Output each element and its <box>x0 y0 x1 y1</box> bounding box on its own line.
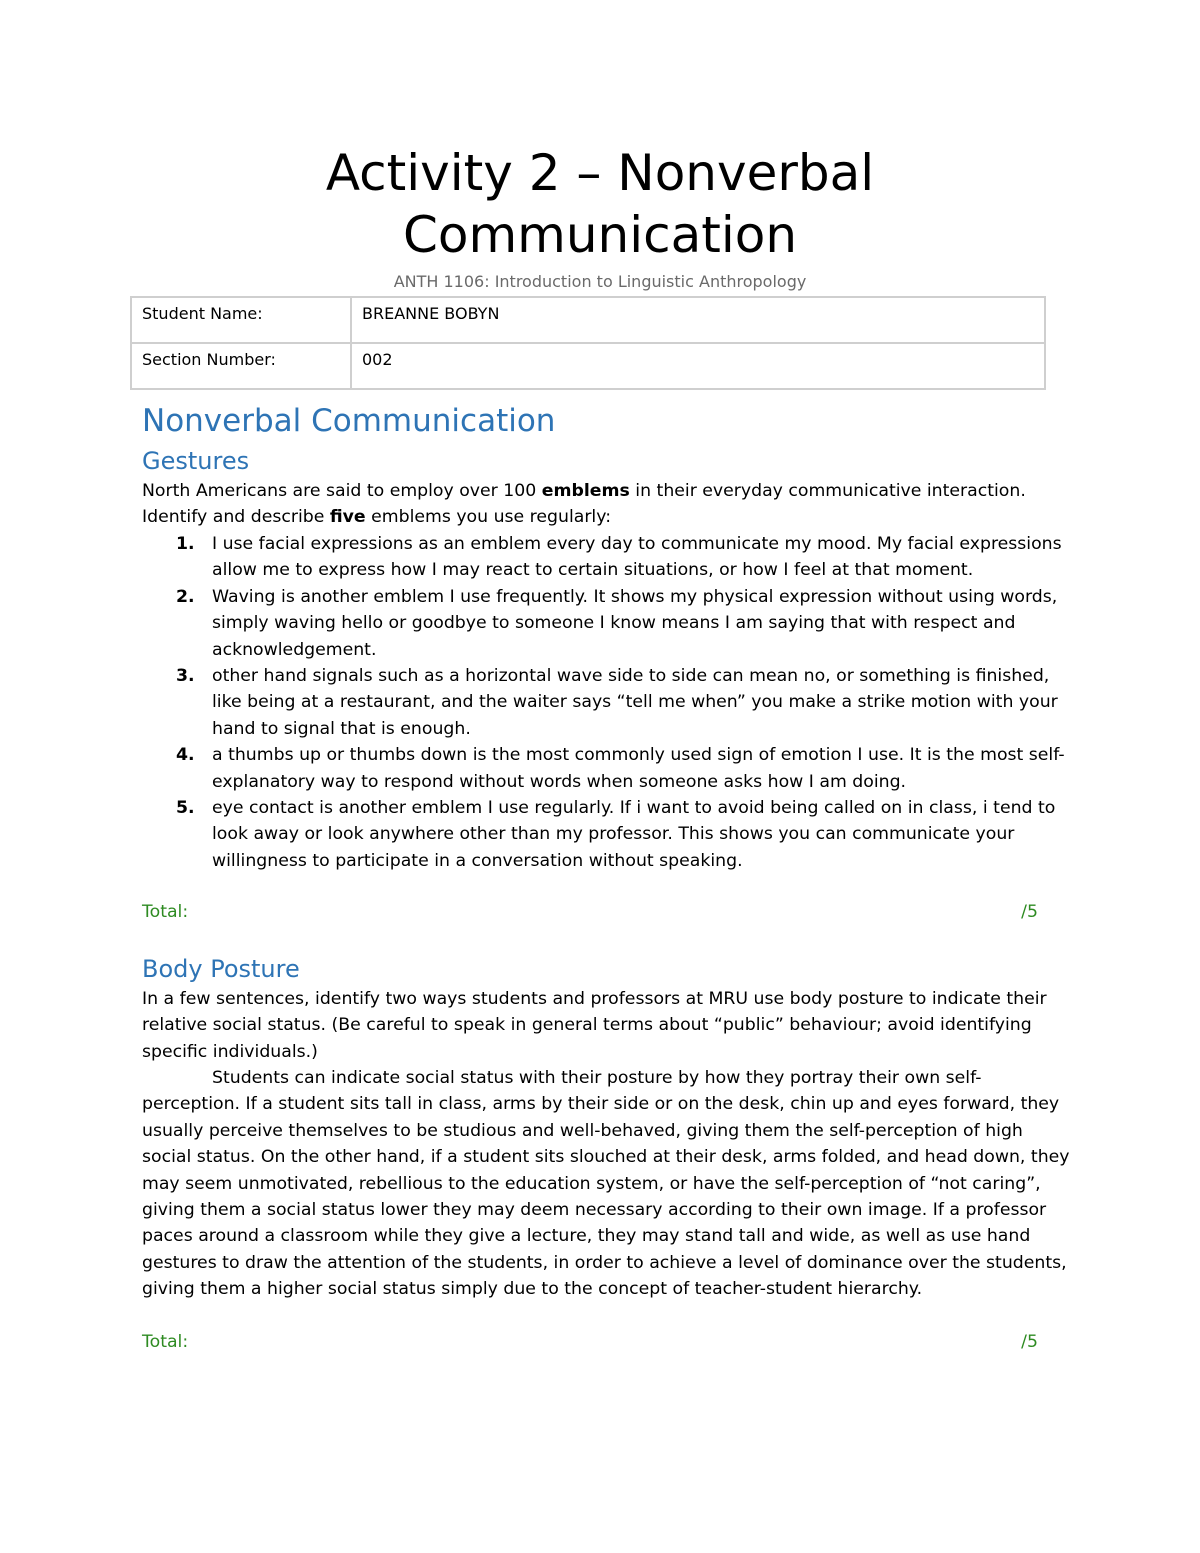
student-info-table <box>130 296 1046 390</box>
list-item-text: other hand signals such as a horizontal wave side to side can mean no, or something is finished, like being at a restaurant, and the waiter says “tell me when” you make a strike motion with your hand to signal that is enough. <box>212 666 1058 739</box>
total-label: Total: <box>142 902 189 922</box>
prompt-text: emblems you use regularly: <box>365 507 612 528</box>
list-item <box>142 663 1072 742</box>
list-item <box>142 742 1072 795</box>
section-number-value: 002 <box>351 343 1045 389</box>
prompt-emphasis-emblems: emblems <box>541 481 630 501</box>
total-score: /5 <box>1021 902 1038 922</box>
prompt-text: in their everyday communicative interaction. Identify and describe <box>142 481 1026 528</box>
list-number: 2. <box>176 586 195 607</box>
title-line-2: Communication <box>402 206 798 264</box>
body-posture-answer: Students can indicate social status with their posture by how they portray their own self-perception. If a student sits tall in class, arms by their side or on the desk, chin up and eyes forward, they usually perceive themselves to be studious and well-behaved, giving them the self-perception of high social status. On the other hand, if a student sits slouched at their desk, arms folded, and head down, they may seem unmotivated, rebellious to the education system, or have the self-perception of “not caring”, giving them a social status lower they may deem necessary according to their own image. If a professor paces around a classroom while they give a lecture, they may stand tall and wide, as well as use hand gestures to draw the attention of the students, in order to achieve a level of dominance over the students, giving them a higher social status simply due to the concept of teacher-student hierarchy. <box>142 1068 1070 1300</box>
section-heading: Nonverbal Communication <box>142 403 556 439</box>
list-item-text: eye contact is another emblem I use regularly. If i want to avoid being called on in class, i tend to look away or look anywhere other than my professor. This shows you can communicate your willingness to participate in a conversation without speaking. <box>212 798 1056 871</box>
gestures-heading: Gestures <box>142 447 250 475</box>
student-name-row <box>131 297 1045 343</box>
body-posture-heading: Body Posture <box>142 955 300 983</box>
list-number: 5. <box>176 798 195 819</box>
list-number: 4. <box>176 745 195 766</box>
total-score: /5 <box>1021 1332 1038 1352</box>
list-item-text: Waving is another emblem I use frequently. It shows my physical expression without using words, simply waving hello or goodbye to someone I know means I am saying that with respect and acknowledgement. <box>212 586 1058 660</box>
student-name-value: BREANNE BOBYN <box>351 297 1045 343</box>
section-number-row <box>131 343 1045 389</box>
prompt-text: North Americans are said to employ over 100 <box>142 481 542 501</box>
list-item-text: a thumbs up or thumbs down is the most commonly used sign of emotion I use. It is the most self-explanatory way to respond without words when someone asks how I am doing. <box>212 745 1065 792</box>
document-title <box>0 142 1200 266</box>
gestures-total <box>142 902 1038 922</box>
list-item <box>142 584 1072 663</box>
list-item <box>142 795 1072 874</box>
list-item <box>142 531 1072 584</box>
list-item-text: I use facial expressions as an emblem every day to communicate my mood. My facial expressions allow me to express how I may react to certain situations, or how I feel at that moment. <box>212 534 1062 581</box>
title-line-1: Activity 2 – Nonverbal <box>325 144 875 202</box>
total-label: Total: <box>142 1332 189 1352</box>
prompt-emphasis-five: five <box>329 507 366 528</box>
section-number-label: Section Number: <box>131 343 351 389</box>
emblems-list <box>142 531 1072 874</box>
course-subtitle: ANTH 1106: Introduction to Linguistic Anthropology <box>393 272 807 291</box>
list-number: 1. <box>176 534 195 554</box>
list-number: 3. <box>176 666 195 687</box>
student-name-label: Student Name: <box>131 297 351 343</box>
gestures-prompt <box>142 478 1072 531</box>
body-posture-prompt: In a few sentences, identify two ways students and professors at MRU use body posture to indicate their relative social status. (Be careful to speak in general terms about “public” behaviour; avoid identifying specific individuals.) <box>142 989 1047 1062</box>
body-posture-total <box>142 1332 1038 1352</box>
